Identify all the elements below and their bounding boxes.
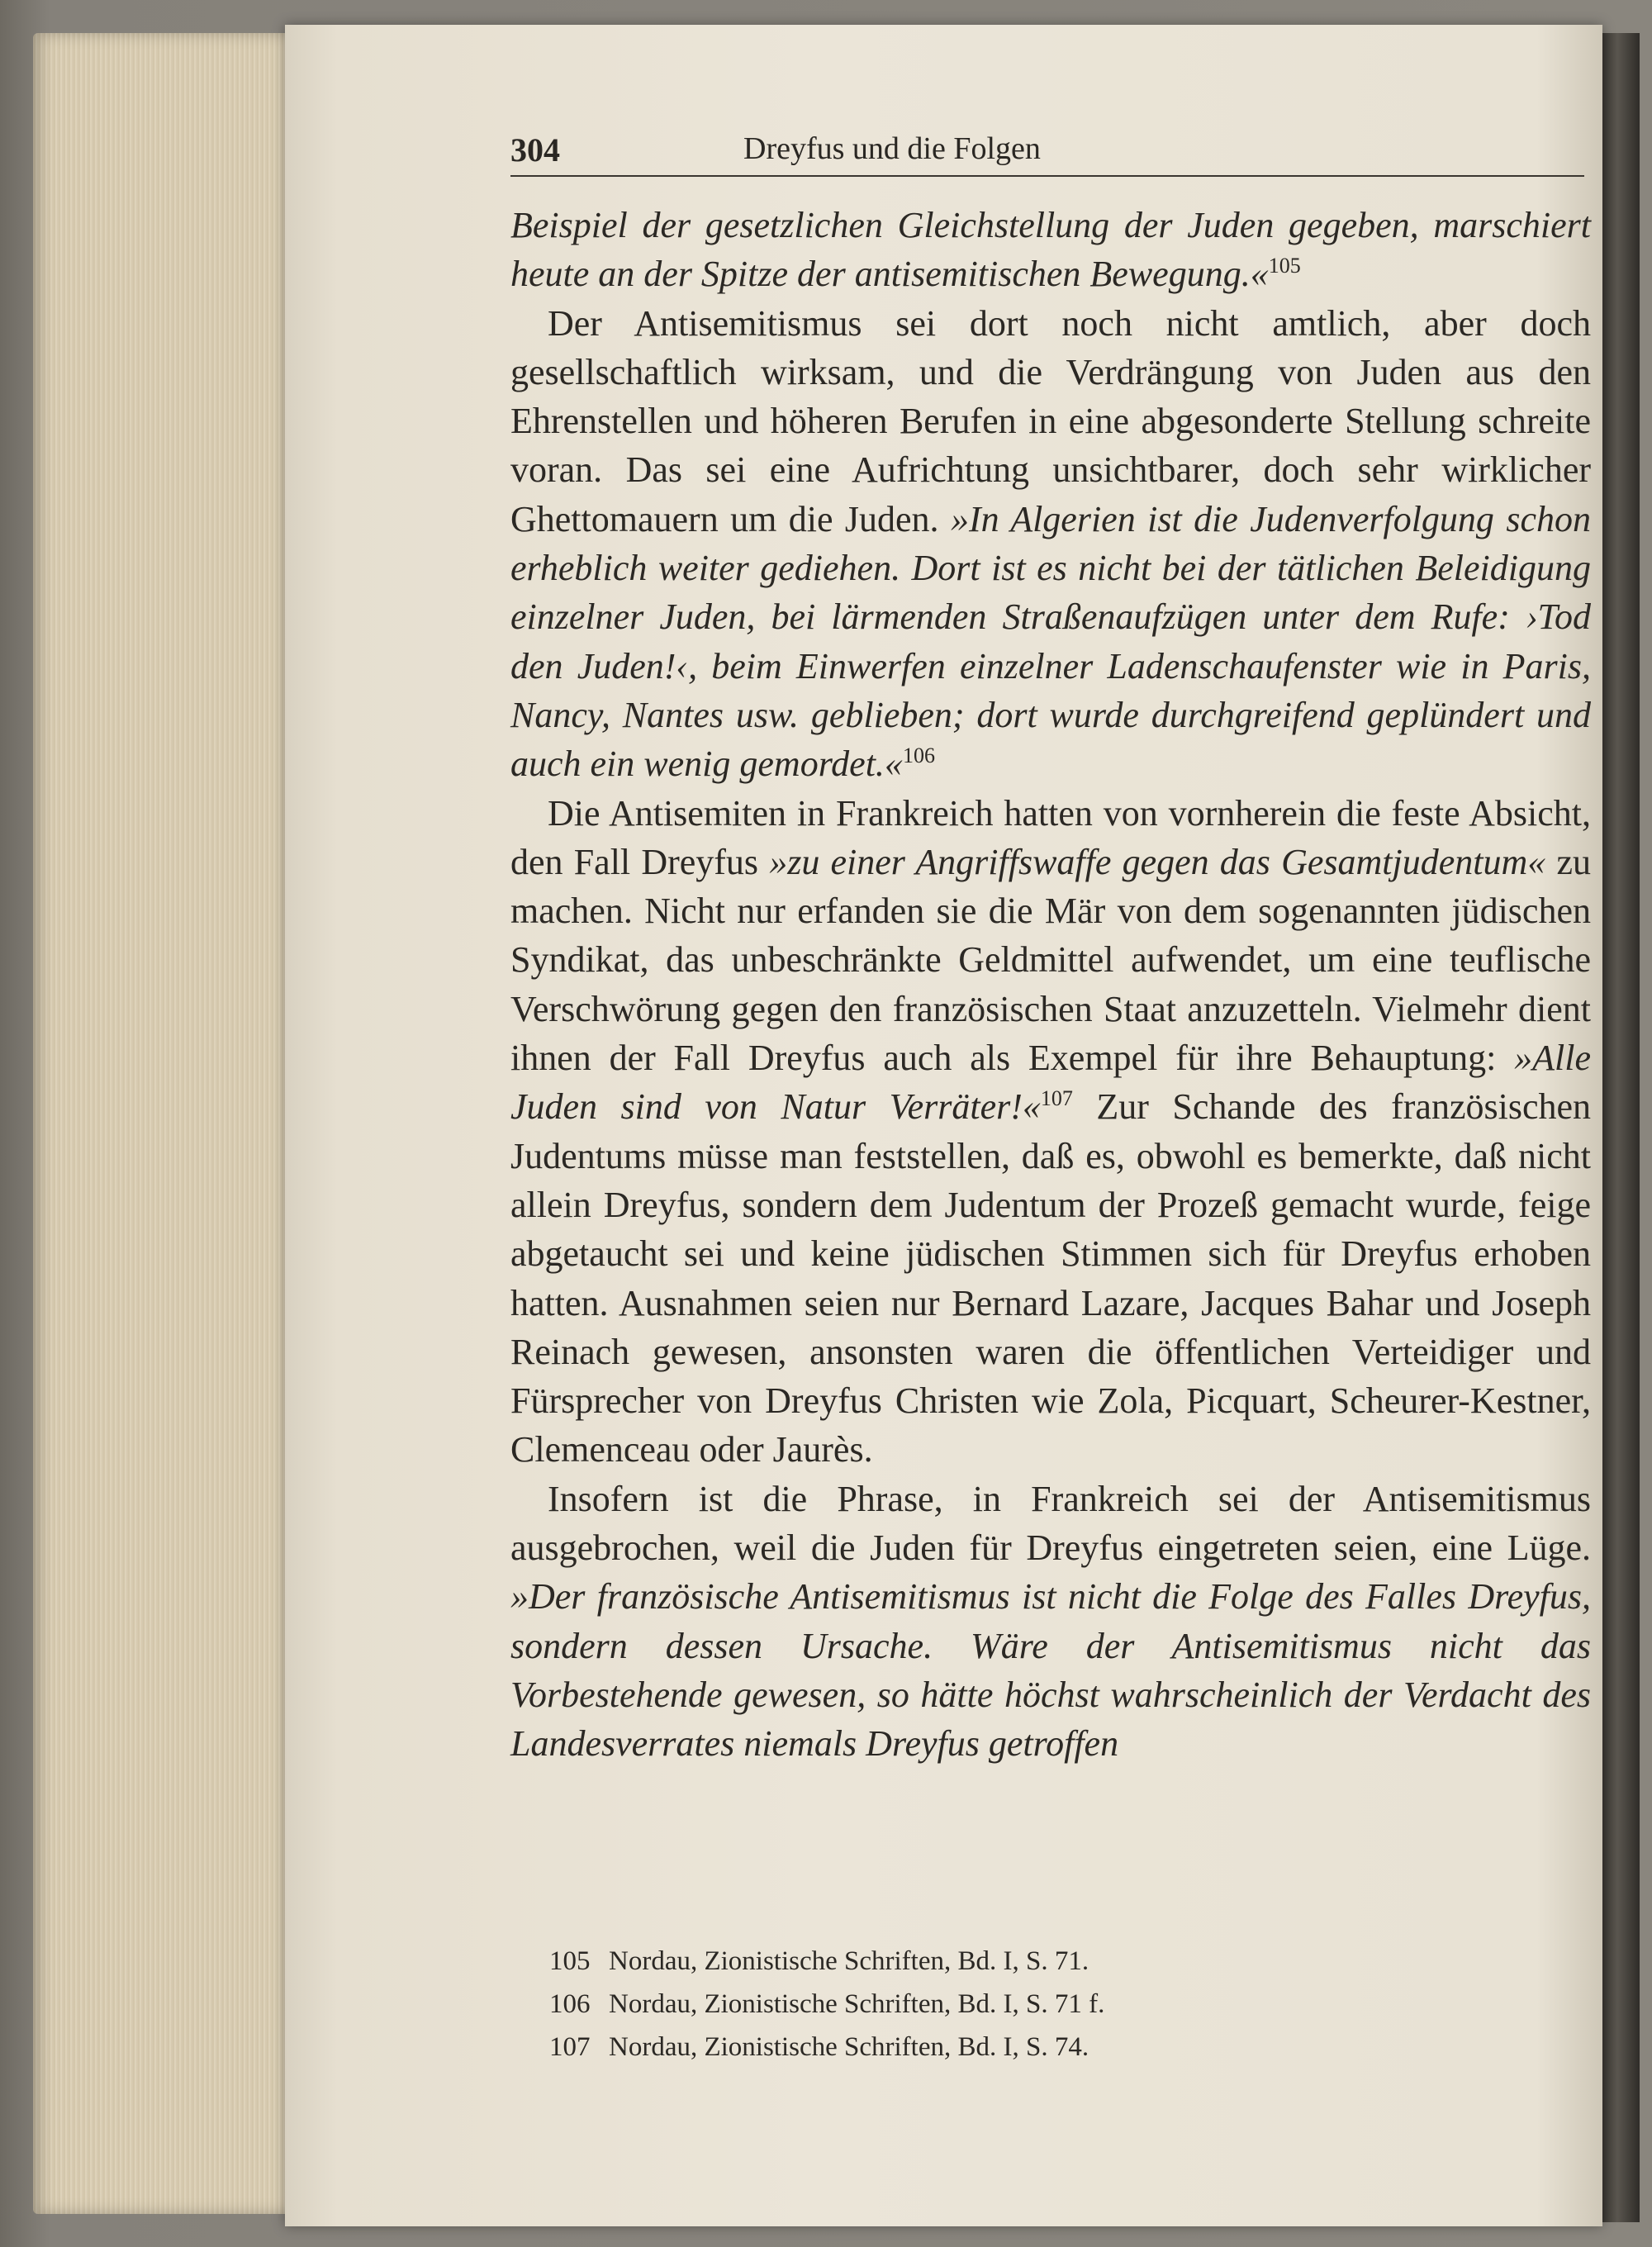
body-run: Zur Schande des französischen Judentums müsse man feststellen, daß es, obwohl es bemerkte, daß nicht allein Dreyfus, sondern dem Judentum der Prozeß gemacht wurde, feige abgetaucht sei und keine jüdischen Stimmen sich für Dreyfus erhoben hatten. Ausnahmen seien nur Bernard Lazare, Jacques Bahar und Joseph Reinach gewesen, ansonsten waren die öffentlichen Verteidiger und Fürsprecher von Dreyfus Christen wie Zola, Picquart, Scheurer-Kestner, Clemenceau oder Jaurès. (510, 1086, 1591, 1470)
quote-text: »Der französische Antisemitismus ist nicht die Folge des Falles Dreyfus, sondern dessen Ursache. Wäre der Antisemitismus nicht das Vorbestehende gewesen, so hätte höchst wahrscheinlich der Verdacht des Landesverrates niemals Dreyfus getroffen (510, 1576, 1591, 1765)
book-page-edges (33, 33, 289, 2214)
footnote-number: 107 (549, 2032, 591, 2062)
header-rule (510, 175, 1584, 177)
footnote (549, 1983, 1458, 2026)
paragraph (510, 1475, 1591, 1769)
quote-text: Beispiel der gesetzlichen Gleichstellung der Juden gegeben, marschiert heute an der Spitze der antisemitischen Bewegung.« (510, 205, 1591, 295)
quote-text: »Alle Juden sind von Natur Verräter!« (510, 1038, 1591, 1128)
body-run: Die Antisemiten in Frankreich hatten von vornherein die feste Absicht, den Fall Dreyfus (510, 792, 1591, 882)
footnotes (549, 1940, 1458, 2069)
quote-text: »zu einer Angriffswaffe gegen das Gesamtjudentum« (769, 841, 1546, 882)
page-number: 304 (510, 131, 560, 169)
footnote-ref: 105 (1268, 254, 1301, 278)
paragraph (510, 789, 1591, 1475)
body-run: zu machen. Nicht nur erfanden sie die Mär von dem sogenannten jüdischen Syndikat, das unbeschränkte Geldmittel aufwendet, um eine teuflische Verschwörung gegen den französischen Staat anzuzetteln. Vielmehr dient ihnen der Fall Dreyfus auch als Exempel für ihre Behauptung: (510, 841, 1591, 1079)
paragraph (510, 201, 1591, 299)
footnote-text: Nordau, Zionistische Schriften, Bd. I, S. 71. (609, 1946, 1089, 1976)
running-head-title: Dreyfus und die Folgen (743, 131, 1041, 166)
footnote-number: 106 (549, 1989, 591, 2019)
quote-text: »In Algerien ist die Judenverfolgung schon erheblich weiter gediehen. Dort ist es nicht bei der tätlichen Beleidigung einzelner Juden, bei lärmenden Straßenaufzügen unter dem Rufe: ›Tod den Juden!‹, beim Einwerfen einzelner Ladenschaufenster wie in Paris, Nancy, Nantes usw. geblieben; dort wurde durchgreifend geplündert und auch ein wenig gemordet.« (510, 498, 1591, 785)
paragraph (510, 299, 1591, 789)
footnote-text: Nordau, Zionistische Schriften, Bd. I, S. 71 f. (609, 1989, 1105, 2019)
footnote-number: 105 (549, 1946, 591, 1976)
body-run: Der Antisemitismus sei dort noch nicht amtlich, aber doch gesellschaftlich wirksam, und die Verdrängung von Juden aus den Ehrenstellen und höheren Berufen in eine abgesonderte Stellung schreite voran. Das sei eine Aufrichtung unsichtbarer, doch sehr wirklicher Ghettomauern um die Juden. (510, 302, 1591, 539)
footnote (549, 2026, 1458, 2069)
footnote-ref: 106 (902, 743, 935, 768)
footnote (549, 1940, 1458, 1983)
book-spine-shadow (1602, 33, 1640, 2222)
running-head (510, 124, 1584, 182)
body-text (510, 201, 1591, 1769)
footnote-text: Nordau, Zionistische Schriften, Bd. I, S. 74. (609, 2032, 1089, 2062)
footnote-ref: 107 (1040, 1086, 1073, 1111)
body-run: Insofern ist die Phrase, in Frankreich sei der Antisemitismus ausgebrochen, weil die Juden für Dreyfus eingetreten seien, eine Lüge. (510, 1478, 1591, 1569)
